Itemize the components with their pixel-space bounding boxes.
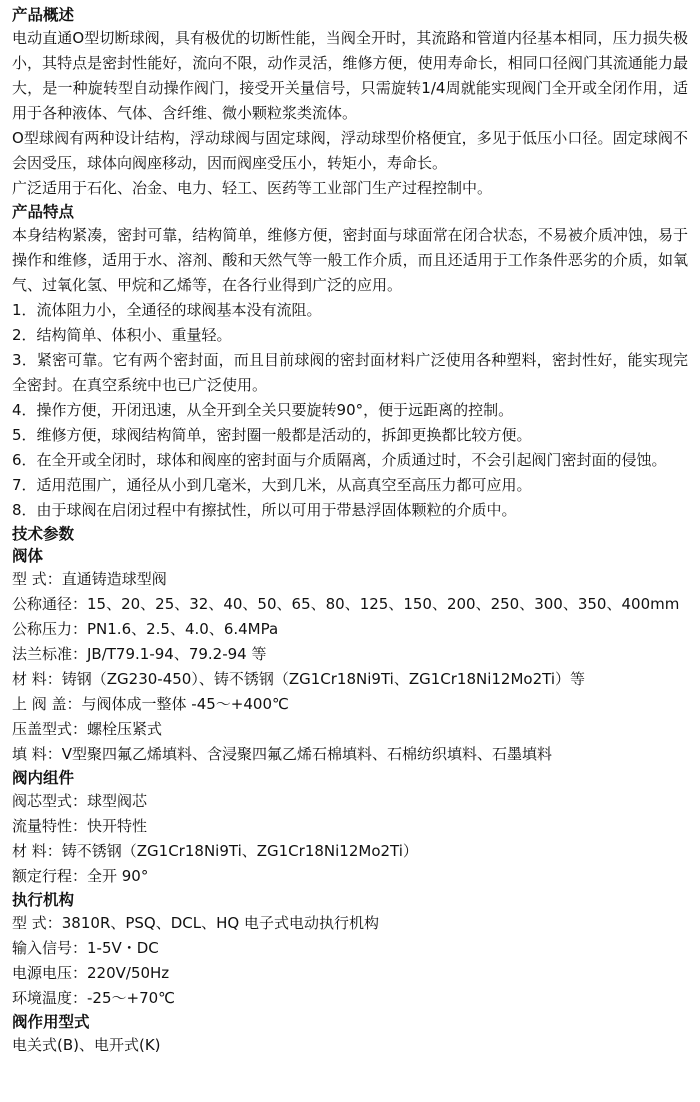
section-heading-features: 产品特点: [12, 203, 75, 221]
spec-line: 型 式：直通铸造球型阀: [12, 570, 167, 588]
spec-line: 法兰标准：JB/T79.1-94、79.2-94 等: [12, 645, 267, 663]
spec-line: 压盖型式：螺栓压紧式: [12, 720, 163, 738]
spec-line: 流量特性：快开特性: [12, 817, 148, 835]
overview-paragraph-1: 电动直通O型切断球阀，具有极优的切断性能，当阀全开时，其流路和管道内径基本相同，压力损失极小，其特点是密封性能好，流向不限，动作灵活，维修方便，使用寿命长，相同口径阀门其流通能力最大，是一种旋转型自动操作阀门，接受开关量信号，只需旋转1/4周就能实现阀门全开或全闭作用，适用于各种液体、气体、含纤维、微小颗粒浆类流体。: [12, 29, 688, 122]
spec-line: 阀芯型式：球型阀芯: [12, 792, 148, 810]
spec-line: 环境温度：-25～+70℃: [12, 989, 176, 1007]
spec-line: 材 料：铸不锈钢（ZG1Cr18Ni9Ti、ZG1Cr18Ni12Mo2Ti）: [12, 842, 418, 860]
spec-line: 输入信号：1-5V・DC: [12, 939, 159, 957]
feature-item: 8．由于球阀在启闭过程中有擦拭性，所以可用于带悬浮固体颗粒的介质中。: [12, 501, 517, 519]
subheading-actuator: 执行机构: [12, 891, 75, 909]
spec-line: 型 式：3810R、PSQ、DCL、HQ 电子式电动执行机构: [12, 914, 379, 932]
subheading-action-type: 阀作用型式: [12, 1013, 90, 1031]
spec-line: 电关式(B)、电开式(K): [12, 1036, 161, 1054]
feature-item: 4．操作方便，开闭迅速，从全开到全关只要旋转90°，便于远距离的控制。: [12, 401, 514, 419]
features-intro: 本身结构紧凑，密封可靠，结构简单，维修方便，密封面与球面常在闭合状态，不易被介质冲蚀，易于操作和维修，适用于水、溶剂、酸和天然气等一般工作介质，而且还适用于工作条件恶劣的介质，如氧气、过氧化氢、甲烷和乙烯等，在各行业得到广泛的应用。: [12, 226, 688, 294]
overview-paragraph-2: O型球阀有两种设计结构，浮动球阀与固定球阀，浮动球型价格便宜，多见于低压小口径。固定球阀不会因受压，球体向阀座移动，因而阀座受压小，转矩小，寿命长。: [12, 129, 688, 172]
spec-line: 材 料：铸钢（ZG230-450）、铸不锈钢（ZG1Cr18Ni9Ti、ZG1Cr18Ni12Mo2Ti）等: [12, 670, 585, 688]
spec-line: 上 阀 盖：与阀体成一整体 -45～+400℃: [12, 695, 289, 713]
spec-line: 填 料：V型聚四氟乙烯填料、含浸聚四氟乙烯石棉填料、石棉纺织填料、石墨填料: [12, 745, 553, 763]
feature-item: 6．在全开或全闭时，球体和阀座的密封面与介质隔离，介质通过时，不会引起阀门密封面的侵蚀。: [12, 451, 667, 469]
subheading-valve-internals: 阀内组件: [12, 769, 75, 787]
feature-item: 3．紧密可靠。它有两个密封面，而且目前球阀的密封面材料广泛使用各种塑料，密封性好，能实现完全密封。在真空系统中也已广泛使用。: [12, 351, 688, 394]
spec-line: 电源电压：220V/50Hz: [12, 964, 170, 982]
spec-line: 额定行程：全开 90°: [12, 867, 149, 885]
overview-paragraph-3: 广泛适用于石化、冶金、电力、轻工、医药等工业部门生产过程控制中。: [12, 179, 493, 197]
feature-item: 2．结构简单、体积小、重量轻。: [12, 326, 232, 344]
section-heading-overview: 产品概述: [12, 6, 75, 24]
feature-item: 7．适用范围广，通径从小到几毫米，大到几米，从高真空至高压力都可应用。: [12, 476, 532, 494]
spec-line: 公称通径：15、20、25、32、40、50、65、80、125、150、200、250、300、350、400mm: [12, 595, 680, 613]
section-heading-tech: 技术参数: [12, 525, 75, 543]
subheading-valve-body: 阀体: [12, 547, 44, 565]
feature-item: 1．流体阻力小，全通径的球阀基本没有流阻。: [12, 301, 322, 319]
feature-item: 5．维修方便，球阀结构简单，密封圈一般都是活动的，拆卸更换都比较方便。: [12, 426, 532, 444]
spec-line: 公称压力：PN1.6、2.5、4.0、6.4MPa: [12, 620, 279, 638]
